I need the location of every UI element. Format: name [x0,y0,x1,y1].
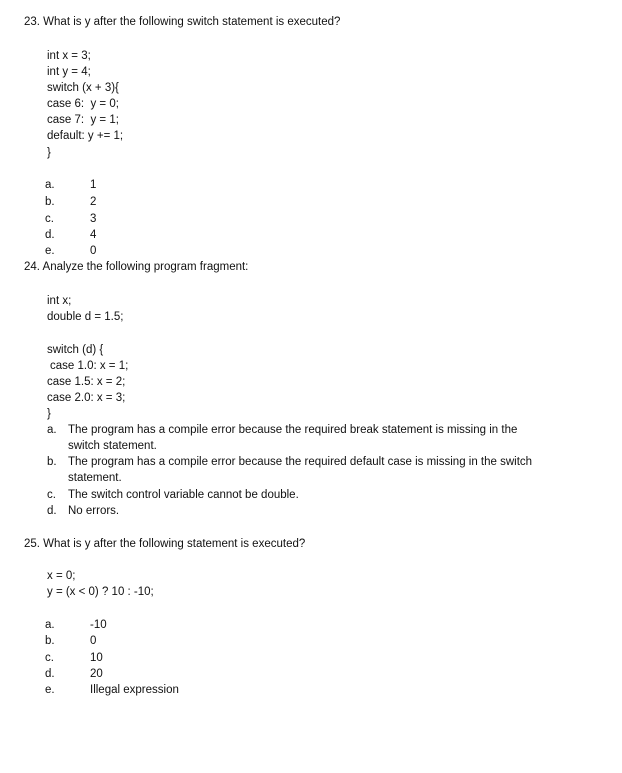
code-line: switch (d) { [47,344,104,356]
code-line: } [47,147,51,159]
option-letter: c. [45,213,54,225]
option-letter: d. [45,668,55,680]
option-text: 20 [90,668,103,680]
option-letter: c. [47,489,56,501]
option-text: Illegal expression [90,684,179,696]
option-letter: a. [47,424,57,436]
option-text: 2 [90,196,97,208]
option-text: 4 [90,229,97,241]
code-line: int x = 3; [47,50,91,62]
option-letter: d. [47,505,57,517]
option-letter: e. [45,684,55,696]
code-line: case 1.5: x = 2; [47,376,126,388]
option-letter: d. [45,229,55,241]
option-text: 0 [90,635,97,647]
code-line: case 6: y = 0; [47,98,119,110]
option-text: 1 [90,179,97,191]
code-line: default: y += 1; [47,130,124,142]
option-letter: c. [45,652,54,664]
option-letter: e. [45,245,55,257]
option-text: No errors. [68,505,120,517]
code-line: case 7: y = 1; [47,114,119,126]
option-text: 3 [90,213,97,225]
option-text: The program has a compile error because the required default case is missing in the switch [68,456,533,468]
option-letter: a. [45,619,55,631]
code-line: case 2.0: x = 3; [47,392,126,404]
option-letter: b. [47,456,57,468]
option-text-continued: statement. [68,472,122,484]
option-text: The program has a compile error because the required break statement is missing in the [68,424,518,436]
option-text: -10 [90,619,107,631]
option-letter: b. [45,635,55,647]
question-23-stem: 23. What is y after the following switch statement is executed? [24,16,341,28]
option-text-continued: switch statement. [68,440,157,452]
option-text: 10 [90,652,103,664]
option-text: The switch control variable cannot be double. [68,489,299,501]
option-text: 0 [90,245,97,257]
code-line: y = (x < 0) ? 10 : -10; [47,586,154,598]
option-letter: b. [45,196,55,208]
code-line: int x; [47,295,72,307]
code-line: switch (x + 3){ [47,82,119,94]
code-line: double d = 1.5; [47,311,124,323]
option-letter: a. [45,179,55,191]
code-line: case 1.0: x = 1; [50,360,129,372]
code-line: x = 0; [47,570,76,582]
question-25-stem: 25. What is y after the following statement is executed? [24,538,306,550]
code-line: } [47,408,51,420]
code-line: int y = 4; [47,66,91,78]
question-24-stem: 24. Analyze the following program fragment: [24,261,249,273]
